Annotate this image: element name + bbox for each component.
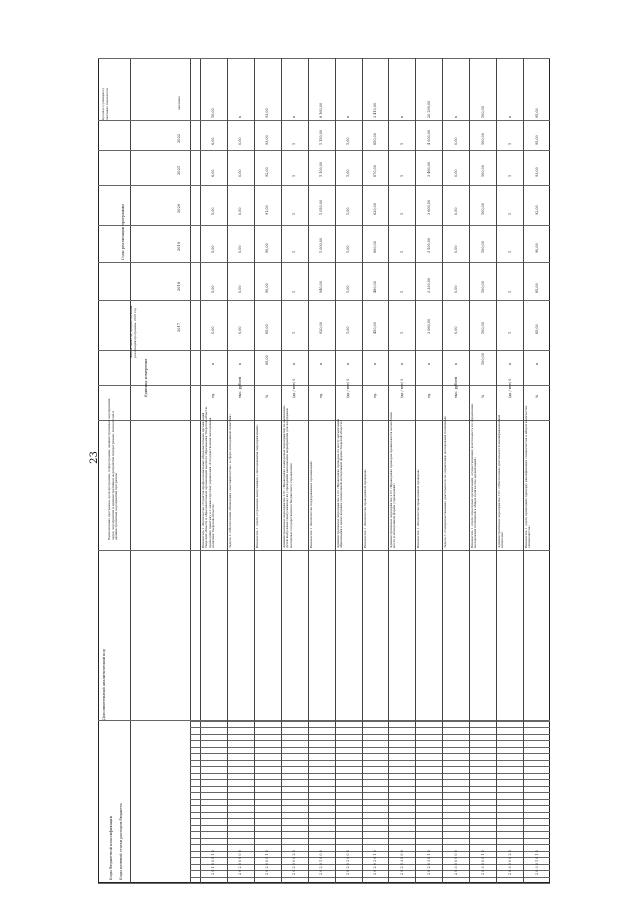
row-name: Задача 2 «Обеспечение обновления «наставничества» в сфере молодежной политики» [227, 413, 232, 548]
row-name: Показатель 1 «Доля прошедших проверку квалификации специалистов в общем количестве специалистов» [524, 405, 532, 548]
row-year-value: 1,00 [346, 137, 351, 145]
row-year-value: 0,00 [238, 137, 243, 145]
row-year-value: 1,00 [346, 169, 351, 177]
page-number: 23 [88, 451, 100, 464]
row-codes: 2 0 3 0 0 0 2 0 [507, 850, 512, 875]
row-base-year: х [211, 363, 216, 365]
row-year-value: 100,00 [480, 165, 485, 177]
row-year-value: 0,00 [238, 169, 243, 177]
row-year-value: 3 060,00 [426, 318, 431, 334]
grid-line [98, 58, 550, 59]
year-header: 2022 [177, 133, 181, 143]
row-target: х [507, 116, 512, 118]
row-year-value: 1 [507, 290, 512, 293]
row-year-value: 90,00 [265, 243, 270, 253]
header-years: Годы реализации программы [121, 204, 125, 260]
row-base-year: х [453, 363, 458, 365]
row-year-value: 920,00 [319, 322, 324, 334]
row-target: 3 410,00 [373, 102, 377, 118]
row-year-value: 650,00 [373, 133, 377, 145]
row-year-value: 3 500,00 [426, 237, 431, 253]
grid-line [98, 185, 550, 186]
row-target: х [238, 116, 243, 118]
year-header: 2020 [177, 203, 181, 213]
row-codes: 2 0 3 0 0 0 1 0 [480, 850, 485, 875]
row-year-value: 0,00 [453, 207, 458, 215]
row-year-value: 1,00 [346, 326, 351, 334]
row-target: х [346, 116, 351, 118]
row-year-value: 1 [292, 212, 297, 215]
row-year-value: 1 000,00 [319, 237, 324, 253]
row-base-year: х [399, 363, 404, 365]
row-codes: 2 0 2 0 0 0 1 0 [265, 850, 270, 875]
row-unit: ед. [319, 392, 324, 398]
row-year-value: 1 [507, 212, 512, 215]
row-year-value: 100,00 [480, 241, 485, 253]
row-base-year: х [346, 363, 351, 365]
row-name: Административное мероприятие 3.01 «Обеспечение деятельности квалификационной комиссии» [497, 414, 505, 548]
row-base-year: х [319, 363, 324, 365]
row-unit: (да / нет) 0 [346, 378, 351, 398]
row-year-value: 1 050,00 [319, 199, 324, 215]
row-year-value: 1 [399, 290, 404, 293]
row-year-value: 1 [292, 331, 297, 334]
grid-line [98, 225, 550, 226]
row-codes: 2 0 2 0 0 0 2 0 [292, 850, 297, 875]
row-year-value: 1 [507, 250, 512, 253]
row-year-value: 5,00 [211, 207, 216, 215]
row-year-value: 85,00 [534, 283, 539, 293]
row-unit: ед. [373, 392, 377, 398]
row-year-value: 1 [399, 142, 404, 145]
row-year-value: 1 [292, 142, 297, 145]
row-year-value: 0,00 [453, 326, 458, 334]
year-header: 2018 [177, 281, 181, 291]
row-target: х [399, 116, 404, 118]
row-year-value: 450,00 [373, 322, 377, 334]
row-target: 95,00 [534, 108, 539, 118]
row-target: 20 290,00 [426, 100, 431, 118]
grid-line [98, 300, 550, 301]
row-year-value: 95,00 [534, 135, 539, 145]
row-year-value: 100,00 [480, 322, 485, 334]
row-unit: % [265, 394, 270, 398]
row-target: 100,00 [480, 106, 485, 118]
grid-line [98, 120, 550, 121]
row-year-value: 1,00 [346, 285, 351, 293]
row-base-year: х [534, 363, 539, 365]
row-year-value: 1 [292, 290, 297, 293]
header-year-value: значение [177, 96, 181, 110]
row-target: х [453, 116, 458, 118]
row-target: 93,00 [265, 108, 270, 118]
row-codes: 2 0 3 0 1 0 1 0 [534, 850, 539, 875]
row-unit: тыс. рублей [453, 376, 458, 398]
row-year-value: 670,00 [373, 165, 377, 177]
row-year-value: 90,00 [534, 243, 539, 253]
row-year-value: 0,00 [453, 137, 458, 145]
row-year-value: 0,00 [211, 326, 216, 334]
row-name: Административное мероприятие 2.03 «Проведение проверок правильности начисления места и молодежной формы учреждений» [389, 412, 397, 548]
header-target: Целевое (суммарное) значение показателя [101, 88, 109, 120]
row-year-value: 5,00 [211, 285, 216, 293]
row-name: Показатель 1 «Количество поддержанных организаций» [308, 460, 313, 548]
row-unit: % [480, 394, 485, 398]
row-year-value: 4 000,00 [426, 129, 431, 145]
grid-line [98, 150, 550, 151]
header-unit: Единица измерения [144, 358, 148, 397]
row-year-value: 1 [399, 250, 404, 253]
grid-line [98, 262, 550, 263]
row-year-value: 1 100,00 [319, 161, 324, 177]
row-name: Показатель 1 «Количество проведенных проверок» [416, 468, 421, 548]
grid-line [98, 550, 550, 551]
row-name: Показатель 1 «Количество проведенных проверок» [362, 468, 367, 548]
header-extra-analytic-code: Дополнительный аналитический код [102, 649, 106, 720]
row-base-year: х [238, 363, 243, 365]
header-fin-year: Финансовый год, предшествующий реализации программы, 2016 год [129, 305, 137, 358]
year-header: 2021 [177, 165, 181, 175]
row-year-value: 1 [292, 174, 297, 177]
row-codes: 2 0 2 0 1 0 0 0 [319, 850, 324, 875]
row-base-year: х [373, 363, 377, 365]
row-unit: ед. [426, 392, 431, 398]
row-target: 16,00 [211, 108, 216, 118]
header-program-name: Наименование программы, цели программы, подпрограммы, административных мероприятий, задач, мероприятий и административных мероприятий подпрограммы, показателей и административных мероприятий программы [107, 398, 119, 540]
row-year-value: 0,00 [453, 285, 458, 293]
row-target: х [292, 116, 297, 118]
row-year-value: 1 150,00 [319, 129, 324, 145]
row-unit: тыс. рублей [238, 376, 243, 398]
row-year-value: 940,00 [319, 281, 324, 293]
row-year-value: 92,00 [534, 205, 539, 215]
row-year-value: 620,00 [373, 203, 377, 215]
year-header: 2019 [177, 241, 181, 251]
row-year-value: 1 [399, 212, 404, 215]
row-name: Административное мероприятие 2.02 «Проведение проверок по месту организации образования в целях ведения специальной молодежной формы Тверской области» [335, 418, 343, 548]
row-base-year: х [426, 363, 431, 365]
row-name: Административное мероприятие 2.01 «Проведение конкурсных мероприятий по выявлению детей выпускных (выпускников) из учреждений выполнения мероприятий для поддержки молодежи государственного бюджетного учреждения» [281, 405, 293, 548]
grid-line [130, 58, 131, 883]
row-year-value: 600,00 [373, 241, 377, 253]
row-unit: % [534, 394, 539, 398]
row-year-value: 5,00 [211, 245, 216, 253]
row-base-year: 85,00 [265, 355, 270, 365]
row-year-value: 100,00 [480, 281, 485, 293]
row-year-value: 1 [507, 142, 512, 145]
row-name: Задача 3 «Совершенствование деятельности по управлению молодежной политикой» [443, 415, 448, 548]
row-year-value: 1 [507, 174, 512, 177]
row-year-value: 6,00 [211, 169, 216, 177]
row-year-value: 85,00 [265, 324, 270, 334]
row-year-value: 0,00 [453, 245, 458, 253]
row-year-value: 85,00 [534, 324, 539, 334]
row-name: Показатель 1 «Количество студентов профессиональных образовательных организаций Тверской области и образовательных организаций высшего образования Тверской области, прошедших практику в 2 министерствах управления «Государственная молодежная политика Тверской области» [201, 406, 215, 548]
row-year-value: 1 [507, 331, 512, 334]
row-unit: (да / нет) 0 [292, 378, 297, 398]
grid-line [98, 350, 550, 351]
row-base-year: х [292, 363, 297, 365]
row-year-value: 1 [292, 250, 297, 253]
row-unit: (да / нет) 0 [507, 378, 512, 398]
row-year-value: 6,00 [211, 137, 216, 145]
row-year-value: 93,00 [265, 135, 270, 145]
grid-line [190, 883, 550, 884]
year-header: 2017 [177, 322, 181, 332]
grid-line [98, 420, 550, 421]
row-base-year: 100,00 [480, 353, 485, 365]
row-codes: 2 0 2 0 3 0 1 0 [426, 850, 431, 875]
row-year-value: 93,00 [534, 167, 539, 177]
grid-line [98, 385, 550, 386]
row-year-value: 0,00 [238, 285, 243, 293]
row-codes: 2 0 1 0 0 0 1 0 [211, 850, 216, 875]
row-name: Показатель 1 «Доля отраслевых организаций, осуществляющих деятельность по управлению молодежной политикой в общем количестве организаций» [470, 403, 478, 548]
row-year-value: 480,00 [373, 281, 377, 293]
row-year-value: 0,00 [238, 207, 243, 215]
row-year-value: 1,00 [346, 245, 351, 253]
header-budget-expenses-code: Коды целевой статьи расходов бюджета [119, 803, 123, 880]
row-year-value: 90,00 [265, 283, 270, 293]
row-codes: 2 0 2 0 3 0 0 0 [399, 850, 404, 875]
row-year-value: 100,00 [480, 133, 485, 145]
row-year-value: 1 [399, 331, 404, 334]
row-unit: ед. [211, 392, 216, 398]
row-year-value: 100,00 [480, 203, 485, 215]
row-year-value: 3 600,00 [426, 199, 431, 215]
row-year-value: 92,00 [265, 167, 270, 177]
row-codes: 2 0 2 0 2 0 0 0 [346, 850, 351, 875]
row-name: Показатель 1 «Доля устроенных выпускников с молодежными мероприятиями» [254, 424, 259, 548]
row-year-value: 0,00 [453, 169, 458, 177]
row-codes: 2 0 2 0 0 0 0 0 [238, 850, 243, 875]
row-unit: (да / нет) 0 [399, 378, 404, 398]
row-year-value: 0,00 [238, 326, 243, 334]
row-target: 6 160,00 [319, 102, 324, 118]
row-year-value: 91,00 [265, 205, 270, 215]
header-budget-codes: Коды бюджетной классификации [109, 816, 113, 880]
row-codes: 2 0 2 0 2 0 1 0 [373, 850, 377, 875]
row-year-value: 1 [399, 174, 404, 177]
row-year-value: 3 460,00 [426, 161, 431, 177]
row-base-year: х [507, 363, 512, 365]
row-year-value: 3 330,00 [426, 277, 431, 293]
row-year-value: 0,00 [238, 245, 243, 253]
row-codes: 2 0 3 0 0 0 0 0 [453, 850, 458, 875]
row-year-value: 1,00 [346, 207, 351, 215]
